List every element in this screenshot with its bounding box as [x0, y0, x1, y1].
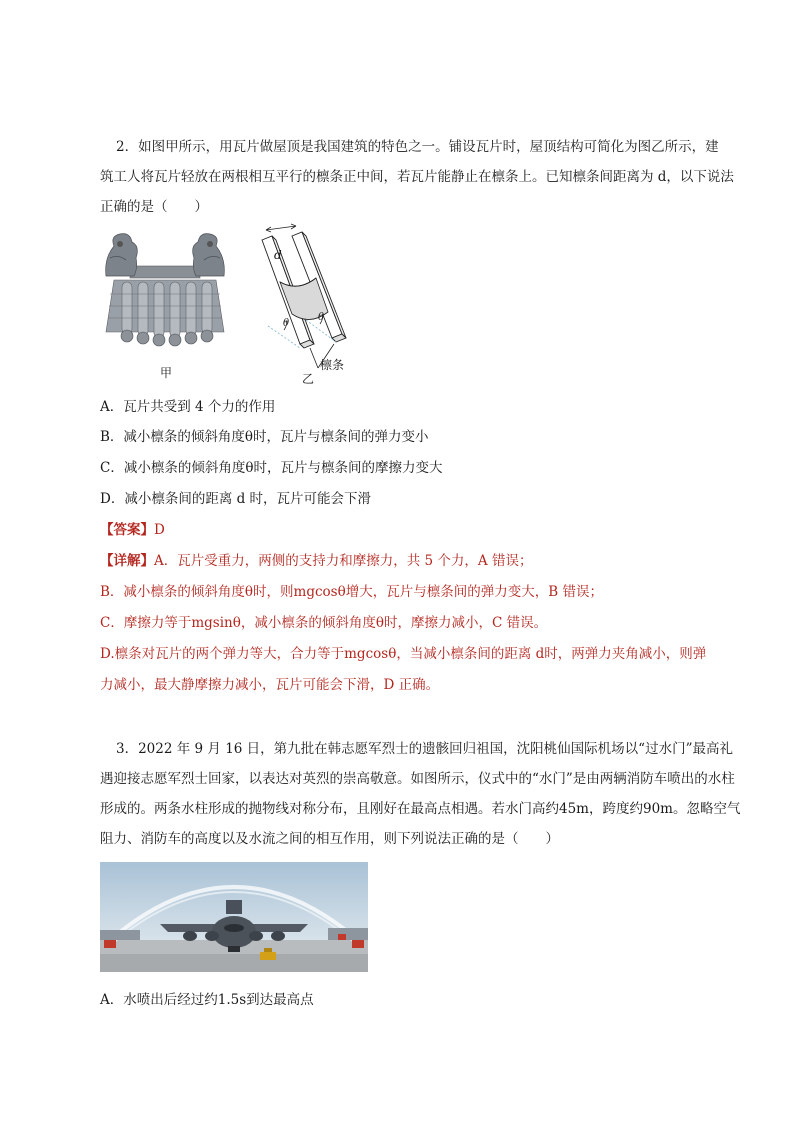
q3-stem-line-4: 阻力、消防车的高度以及水流之间的相互作用，则下列说法正确的是（ ） [100, 831, 559, 847]
q2-detail-line-1 [100, 549, 532, 569]
q2-stem-line-2: 筑工人将瓦片轻放在两根相互平行的檩条正中间，若瓦片能静止在檩条上。已知檩条间距离为 d，以下说法 [100, 169, 734, 185]
q2-stem-line-1: 2．如图甲所示，用瓦片做屋顶是我国建筑的特色之一。铺设瓦片时，屋顶结构可简化为图乙所示，建 [116, 139, 719, 155]
detail-tag: 【详解】 [100, 553, 154, 569]
q2-stem-line-3: 正确的是（ ） [100, 199, 208, 215]
figure-label-d: d [274, 248, 282, 262]
figure-label-theta-right: θ [318, 312, 325, 323]
q3-stem-line-1: 3．2022 年 9 月 16 日，第九批在韩志愿军烈士的遗骸回归祖国，沈阳桃仙国际机场以“过水门”最高礼 [116, 741, 733, 757]
water-salute-photo [100, 862, 368, 972]
figure-caption-a: 甲 [160, 366, 173, 380]
q3-stem-line-2: 遇迎接志愿军烈士回家，以表达对英烈的崇高敬意。如图所示，仪式中的“水门”是由两辆消防车喷出的水柱 [100, 771, 735, 787]
figure-roof-tiles [100, 228, 230, 358]
q2-detail-line-5: 力减小，最大静摩擦力减小，瓦片可能会下滑，D 正确。 [100, 677, 440, 693]
answer-value: D [154, 522, 165, 538]
figure-label-beam: 檩条 [320, 358, 345, 372]
q3-option-a: A．水喷出后经过约1.5s到达最高点 [100, 992, 314, 1008]
q2-option-b: B．减小檩条的倾斜角度θ时，瓦片与檩条间的弹力变小 [100, 429, 429, 445]
detail-text-1: A．瓦片受重力，两侧的支持力和摩擦力，共 5 个力，A 错误； [154, 553, 533, 569]
q2-detail-line-2: B．减小檩条的倾斜角度θ时，则mgcosθ增大，瓦片与檩条间的弹力变大，B 错误； [100, 584, 603, 600]
q3-stem-line-3: 形成的。两条水柱形成的抛物线对称分布，且刚好在最高点相遇。若水门高约45m，跨度约90m。忽略空气 [100, 801, 741, 817]
q2-option-a: A．瓦片共受到 4 个力的作用 [100, 399, 276, 415]
q2-option-d: D．减小檩条间的距离 d 时，瓦片可能会下滑 [100, 491, 372, 507]
q2-detail-line-3: C．摩擦力等于mgsinθ，减小檩条的倾斜角度θ时，摩擦力减小，C 错误。 [100, 615, 548, 631]
figure-caption-b: 乙 [302, 372, 315, 386]
q2-answer-row [100, 518, 165, 538]
figure-label-theta-left: θ [283, 318, 290, 329]
answer-tag: 【答案】 [100, 522, 154, 538]
q2-detail-line-4: D.檩条对瓦片的两个弹力等大，合力等于mgcosθ，当减小檩条间的距离 d时，两弹力夹角减小，则弹 [100, 646, 707, 662]
q2-option-c: C．减小檩条的倾斜角度θ时，瓦片与檩条间的摩擦力变大 [100, 460, 443, 476]
